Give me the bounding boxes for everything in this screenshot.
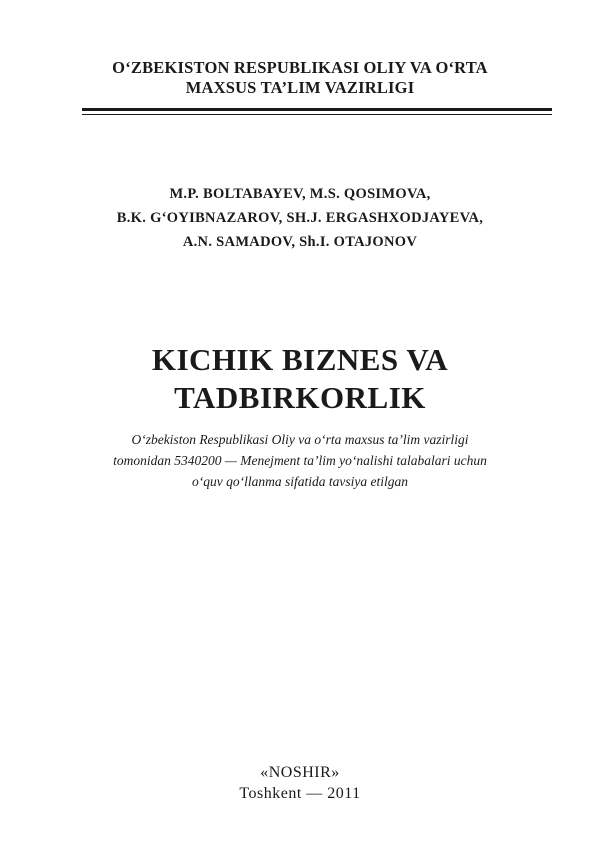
ministry-name-line1: O‘ZBEKISTON RESPUBLIKASI OLIY VA O‘RTA: [112, 58, 488, 77]
authors-line1: M.P. BOLTABAYEV, M.S. QOSIMOVA,: [169, 186, 431, 202]
header-rule-thick: [82, 108, 552, 111]
book-title-line2: TADBIRKORLIK: [174, 380, 426, 415]
approval-note-line1: O‘zbekiston Respublikasi Oliy va o‘rta maxsus ta’lim vazirligi: [131, 432, 469, 447]
approval-note-line2: tomonidan 5340200 — Menejment ta’lim yo‘nalishi talabalari uchun: [113, 453, 487, 468]
authors-line2: B.K. G‘OYIBNAZAROV, SH.J. ERGASHXODJAYEVA,: [116, 210, 484, 226]
header-rule-thin: [82, 114, 552, 115]
authors-line3: A.N. SAMADOV, Sh.I. OTAJONOV: [182, 234, 418, 250]
book-title-line1: KICHIK BIZNES VA: [151, 342, 449, 377]
publisher-name: «NOSHIR»: [260, 764, 340, 781]
publisher-city-year: Toshkent — 2011: [239, 785, 361, 802]
approval-note-line3: o‘quv qo‘llanma sifatida tavsiya etilgan: [192, 474, 408, 489]
ministry-name-line2: MAXSUS TA’LIM VAZIRLIGI: [185, 78, 415, 97]
